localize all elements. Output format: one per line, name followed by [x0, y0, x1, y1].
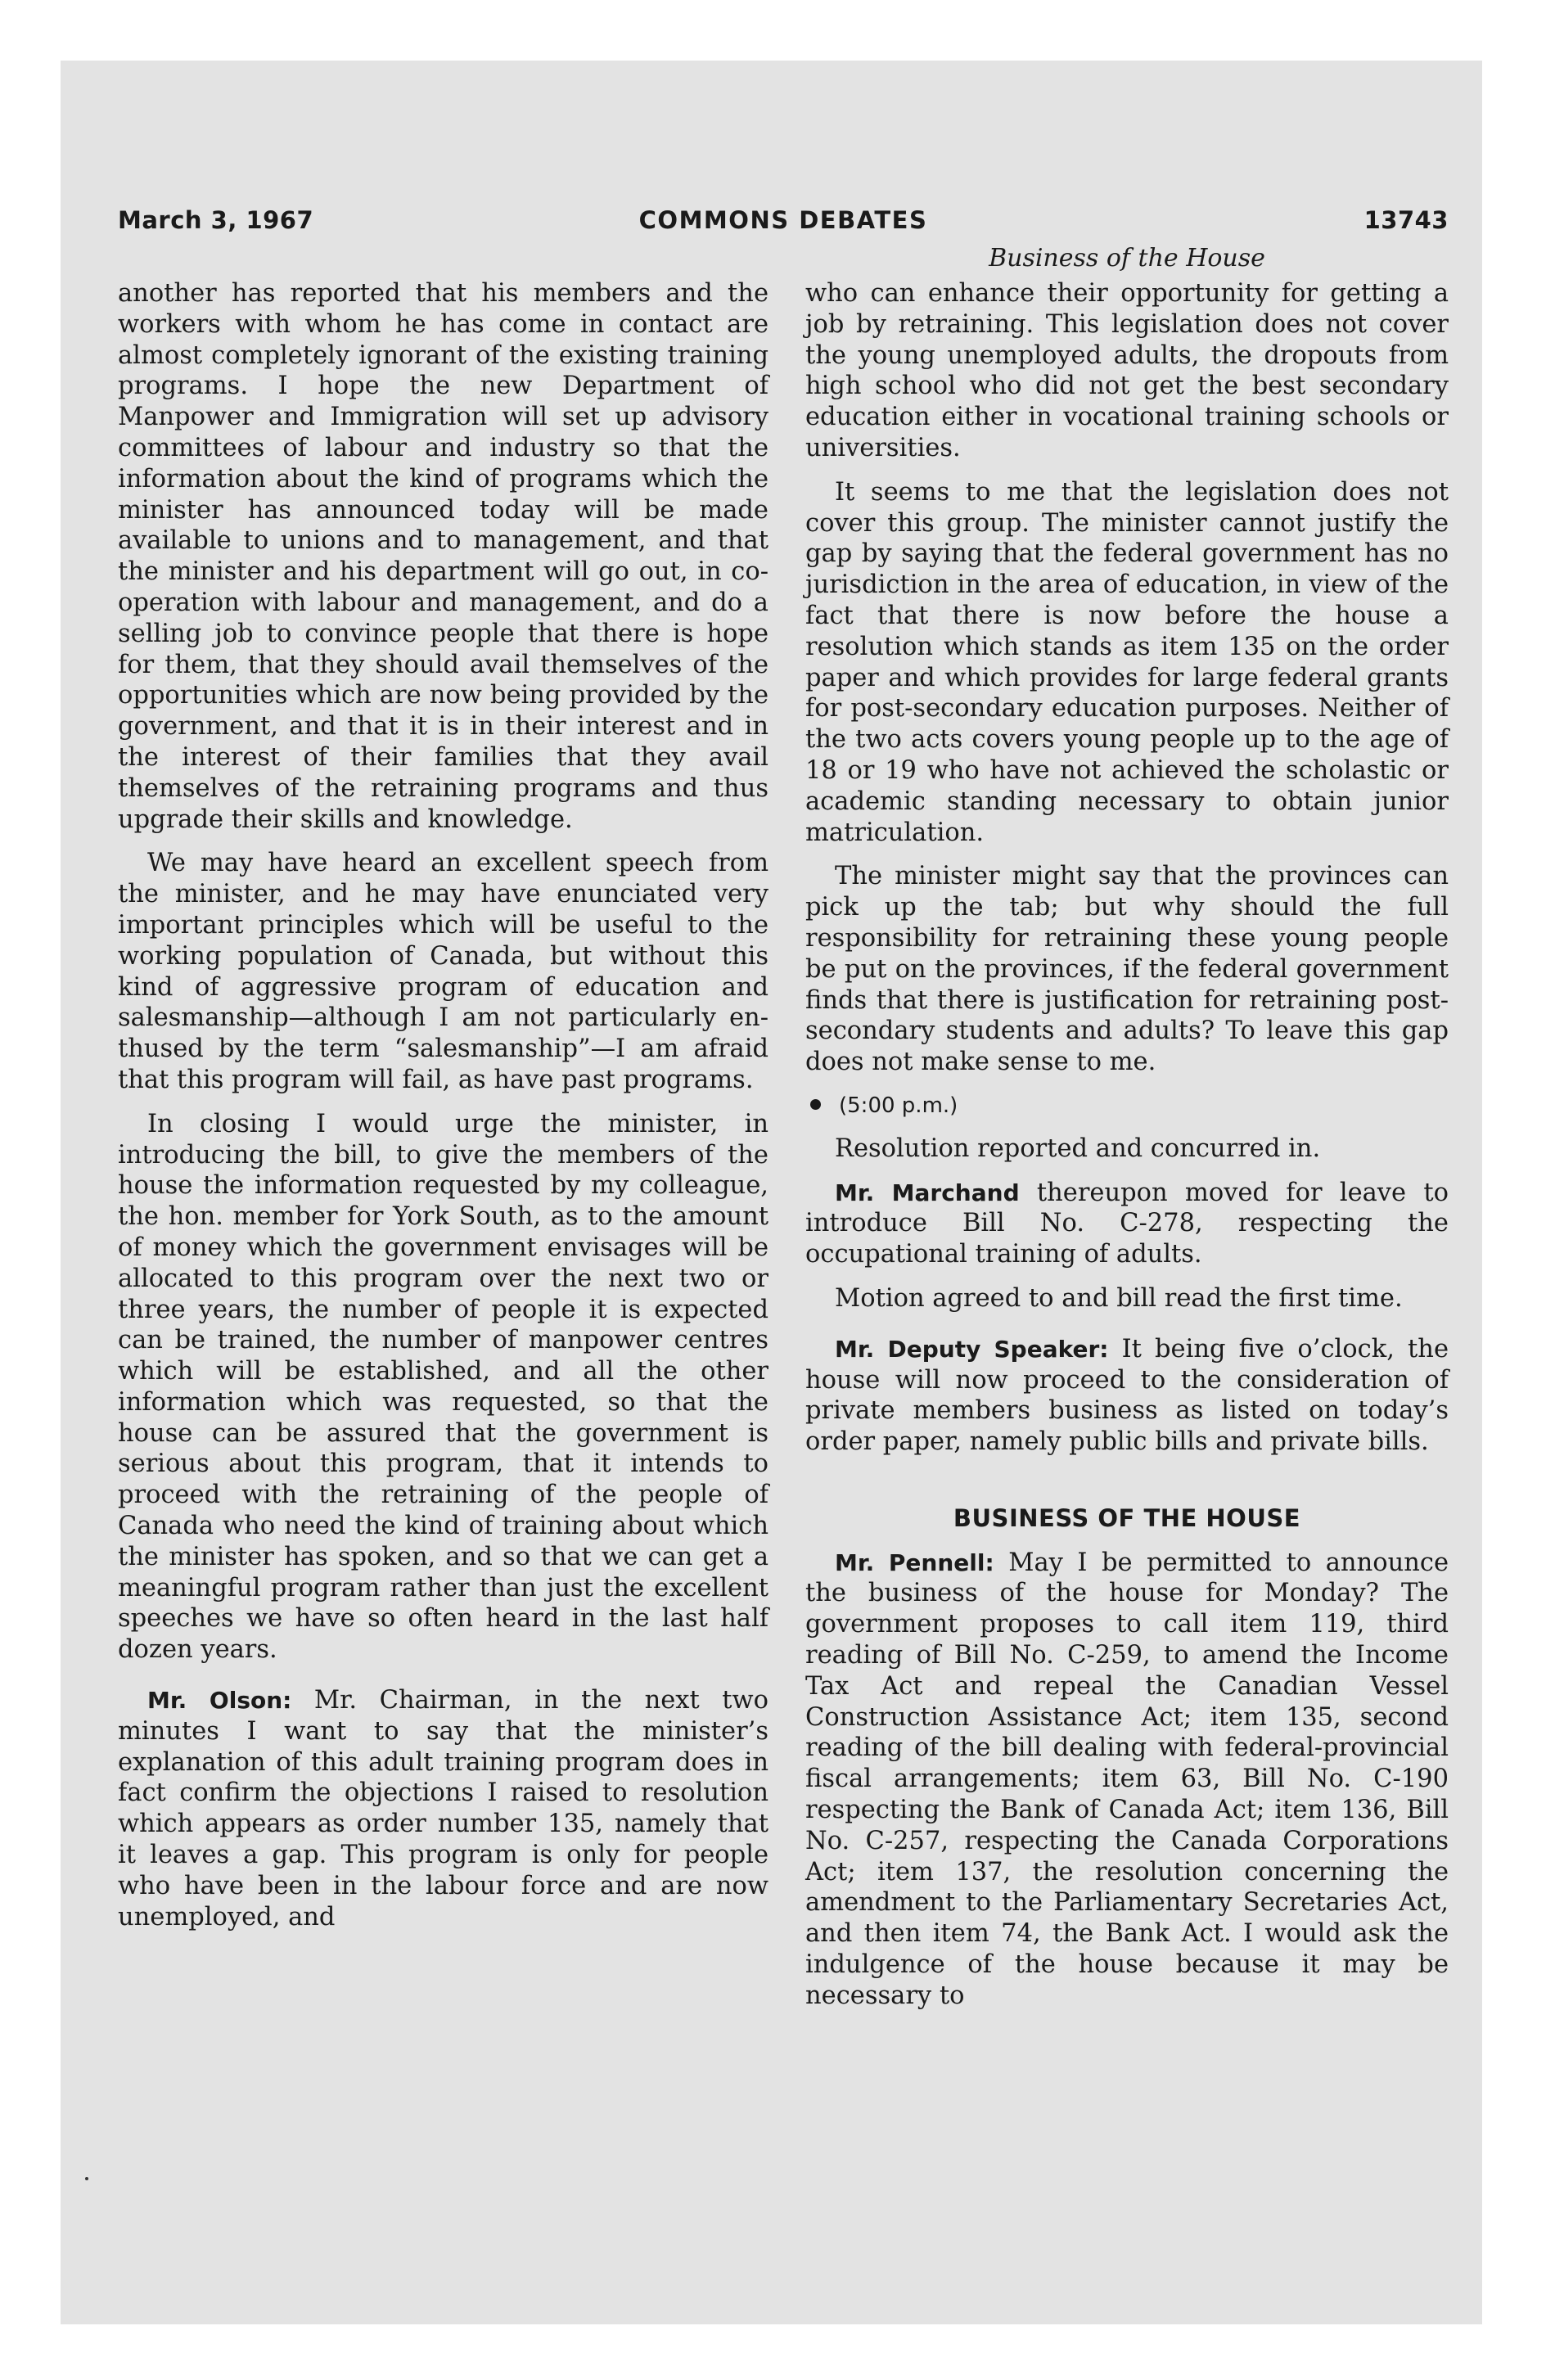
speaker-name: Mr. Pennell: — [835, 1548, 994, 1576]
speaker-name: Mr. Olson: — [147, 1687, 292, 1715]
bullet-icon — [810, 1099, 821, 1110]
paragraph: Motion agreed to and bill read the first time. — [835, 1283, 1403, 1313]
speaker-name: Mr. Deputy Speaker: — [835, 1335, 1109, 1363]
speech-text: Mr. Chairman, in the next two minutes I want to say that the minister’s explanation of this adult training program does in fact confirm the objections I raised to resolution which appears as order number 135, namely that it leaves a gap. This program is only for people who have been in the labour force and are now unemployed, and — [118, 1686, 769, 1931]
speech-paragraph — [805, 1548, 1449, 2012]
paragraph: another has reported that his members and the workers with whom he has come in contact are almost completely ignorant of the existing training programs. I hope the new Department of Manpower and Immigration will set up advisory committees of labour and industry so that the information about the kind of programs which the minister has announced today will be made available to unions and to management, and that the minister and his department will go out, in cooperation with labour and management, and do a selling job to convince people that there is hope for them, that they should avail themselves of the opportunities which are now being provided by the government, and that it is in their interest and in the interest of their families that they avail themselves of the retraining programs and thus upgrade their skills and knowledge. — [118, 279, 768, 834]
paragraph: We may have heard an excellent speech from the minister, and he may have enunciated very important principles which will be useful to the working population of Canada, but without this kind of aggressive program of education and salesmanship—although I am not particularly enthused by the term “salesmanship”—I am afraid that this program will fail, as have past programs. — [118, 849, 768, 1094]
speech-text: thereupon moved for leave to introduce Bill No. C-278, respecting the occupational training of adults. — [805, 1178, 1449, 1269]
time-stamp — [805, 1091, 1449, 1122]
right-column — [805, 278, 1449, 2025]
speech-paragraph — [805, 1334, 1449, 1458]
header-journal-title: COMMONS DEBATES — [638, 206, 928, 234]
speech-paragraph — [805, 1178, 1449, 1270]
section-heading: BUSINESS OF THE HOUSE — [953, 1503, 1301, 1532]
stray-mark — [85, 2177, 88, 2180]
paragraph: It seems to me that the legislation does not cover this group. The minister cannot justify the gap by saying that the federal government has no jurisdiction in the area of education, in view of the fact that there is now before the house a resolution which stands as item 135 on the order paper and which provides for large federal grants for post-secondary education purposes. Neither of the two acts covers young people up to the age of 18 or 19 who have not achieved the scholastic or academic standing necessary to obtain junior matriculation. — [805, 477, 1449, 847]
speech-paragraph — [118, 1685, 768, 1932]
time-stamp-text: (5:00 p.m.) — [839, 1093, 958, 1118]
left-column — [118, 278, 768, 1945]
paragraph: who can enhance their opportunity for getting a job by retraining. This legislation does not cover the young unemployed adults, the dropouts from high school who did not get the best secondary education either in vocational training schools or universities. — [805, 279, 1449, 462]
running-head: Business of the House — [989, 244, 1265, 273]
header-page-number: 13743 — [1363, 206, 1449, 234]
paragraph: The minister might say that the provinces can pick up the tab; but why should the full responsibility for retraining these young people be put on the provinces, if the federal government finds that there is justification for retraining post-secondary students and adults? To leave this gap does not make sense to me. — [805, 862, 1449, 1077]
speech-text: May I be permitted to announce the business of the house for Monday? The government proposes to call item 119, third reading of Bill No. C-259, to amend the Income Tax Act and repeal the Canadian Vessel Construction Assistance Act; item 135, second reading of the bill dealing with federal-provincial fiscal arrangements; item 63, Bill No. C-190 respecting the Bank of Canada Act; item 136, Bill No. C-257, respecting the Canada Corporations Act; item 137, the resolution concerning the amendment to the Parliamentary Secretaries Act, and then item 74, the Bank Act. I would ask the indulgence of the house because it may be necessary to — [805, 1548, 1449, 2010]
paragraph: Resolution reported and concurred in. — [835, 1134, 1321, 1163]
speech-text: It being five o’clock, the house will now proceed to the consideration of private members business as listed on today’s order paper, namely public bills and private bills. — [805, 1334, 1449, 1457]
header-date: March 3, 1967 — [118, 206, 314, 234]
paragraph: In closing I would urge the minister, in introducing the bill, to give the members of the house the information requested by my colleague, the hon. member for York South, as to the amount of money which the government envisages will be allocated to this program over the next two or three years, the number of people it is expected can be trained, the number of manpower centres which will be established, and all the other information which was requested, so that the house can be assured that the government is serious about this program, that it intends to proceed with the retraining of the people of Canada who need the kind of training about which the minister has spoken, and so that we can get a meaningful program rather than just the excellent speeches we have so often heard in the last half dozen years. — [118, 1109, 768, 1665]
speaker-name: Mr. Marchand — [835, 1179, 1020, 1206]
page-header — [118, 206, 1449, 242]
